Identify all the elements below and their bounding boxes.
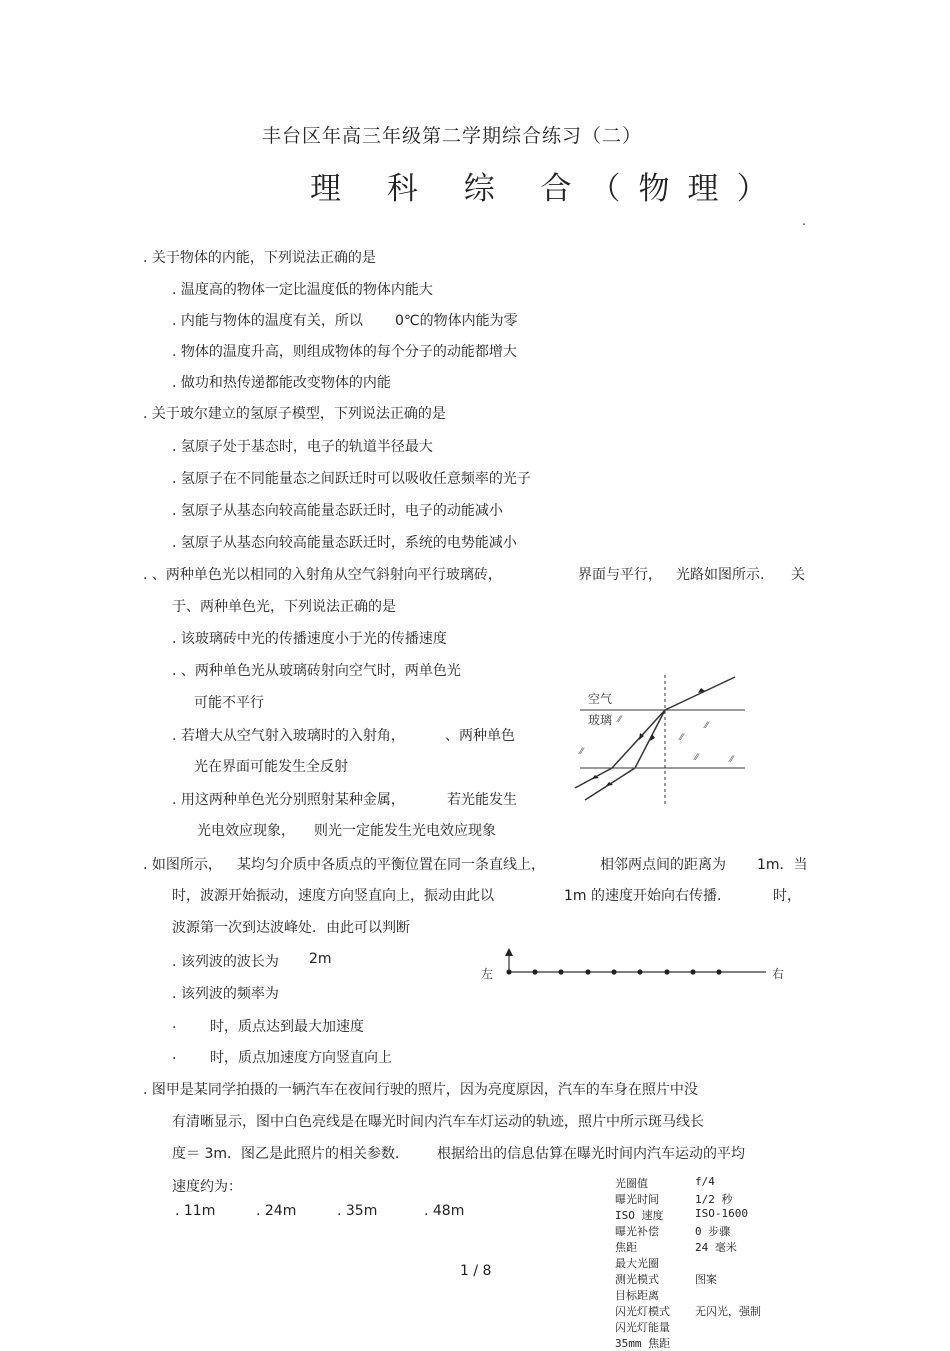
q4-option-a-part1: . 该列波的波长为 <box>172 954 279 970</box>
param-key: 焦距 <box>615 1241 637 1254</box>
param-key: 目标距离 <box>615 1289 659 1302</box>
param-value: f/4 <box>695 1175 715 1188</box>
q4-stem-part3: 相邻两点间的距离为 <box>600 857 726 873</box>
q1-option-b-part1: . 内能与物体的温度有关，所以 <box>172 313 363 329</box>
particle-point <box>585 969 590 974</box>
q3-stem-part4: 关 <box>791 567 805 583</box>
param-value: 图案 <box>695 1273 717 1286</box>
q4-option-a-part2: 2m <box>309 951 332 967</box>
q3-option-b-line2: 可能不平行 <box>194 695 264 711</box>
q2-option-d: . 氢原子从基态向较高能量态跃迁时，系统的电势能减小 <box>172 535 517 551</box>
param-key: 最大光圈 <box>615 1257 659 1270</box>
glass-label: 玻璃 <box>588 713 613 727</box>
q4-stem-part5: 时，波源开始振动，速度方向竖直向上，振动由此以 <box>172 888 494 904</box>
q5-option-b: . 24m <box>256 1203 297 1219</box>
param-key: 曝光补偿 <box>615 1225 659 1238</box>
q4-stem-part7: 时， <box>773 888 801 904</box>
particle-point <box>690 969 695 974</box>
q1-option-d: . 做功和热传递都能改变物体的内能 <box>172 375 391 391</box>
left-label: 左 <box>481 967 494 981</box>
q5-stem-line4: 速度约为： <box>172 1179 242 1195</box>
q3-option-d-part3: 光电效应现象， <box>197 823 295 839</box>
q5-option-c: . 35m <box>337 1203 378 1219</box>
glass-hatch: ⁄⁄ <box>580 747 584 757</box>
exam-title: 丰台区年高三年级第二学期综合练习（二） <box>262 125 643 147</box>
q3-option-a: . 该玻璃砖中光的传播速度小于光的传播速度 <box>172 631 447 647</box>
particle-point <box>611 969 616 974</box>
q4-stem-part2: 某均匀介质中各质点的平衡位置在同一条直线上， <box>237 857 545 873</box>
glass-hatch: ⁄⁄ <box>705 721 709 731</box>
q3-option-c-part2: 、两种单色 <box>445 728 515 744</box>
particle-point <box>664 969 669 974</box>
q4-stem-part1: . 如图所示， <box>143 857 222 873</box>
q2-option-b: . 氢原子在不同能量态之间跃迁时可以吸收任意频率的光子 <box>172 471 531 487</box>
q2-stem: . 关于玻尔建立的氢原子模型，下列说法正确的是 <box>143 406 446 422</box>
q3-stem-part5: 于、两种单色光，下列说法正确的是 <box>172 599 396 615</box>
q4-stem-part8: 波源第一次到达波峰处．由此可以判断 <box>172 920 410 936</box>
q3-stem-part2: 界面与平行， <box>578 567 662 583</box>
emergent-ray <box>665 677 735 710</box>
q4-stem-part6: 1m 的速度开始向右传播． <box>564 888 731 904</box>
q1-stem: . 关于物体的内能，下列说法正确的是 <box>143 250 376 266</box>
glass-hatch: ⁄⁄ <box>618 715 622 725</box>
glass-hatch: ⁄⁄ <box>695 753 699 763</box>
q3-option-c-line2: 光在界面可能发生全反射 <box>194 759 348 775</box>
particle-point <box>532 969 537 974</box>
q4-option-c-part1: . <box>172 1016 177 1032</box>
q3-option-b-line1: . 、两种单色光从玻璃砖射向空气时，两单色光 <box>172 663 461 679</box>
wave-points-figure <box>478 945 788 985</box>
glass-hatch: ⁄⁄ <box>680 733 684 743</box>
param-key: 曝光时间 <box>615 1193 659 1206</box>
q5-stem-line1: . 图甲是某同学拍摄的一辆汽车在夜间行驶的照片，因为亮度原因，汽车的车身在照片中没 <box>143 1082 698 1098</box>
q2-option-a: . 氢原子处于基态时，电子的轨道半径最大 <box>172 439 433 455</box>
q4-option-d-part2: 时，质点加速度方向竖直向上 <box>210 1050 392 1066</box>
q2-option-c: . 氢原子从基态向较高能量态跃迁时，电子的动能减小 <box>172 503 503 519</box>
right-label: 右 <box>772 967 785 981</box>
q1-option-a: . 温度高的物体一定比温度低的物体内能大 <box>172 282 433 298</box>
param-value: 无闪光，强制 <box>695 1305 761 1318</box>
q5-stem-line3-part1: 度＝ 3m．图乙是此照片的相关参数． <box>172 1146 409 1162</box>
header-dot: . <box>802 214 806 228</box>
param-value: 1/2 秒 <box>695 1193 733 1206</box>
q4-stem-part4: 1m．当 <box>757 857 808 873</box>
q3-option-d-part2: 若光能发生 <box>447 792 517 808</box>
param-key: 光圈值 <box>615 1177 648 1190</box>
q3-option-d-part1: . 用这两种单色光分别照射某种金属， <box>172 792 405 808</box>
param-key: 35mm 焦距 <box>615 1337 671 1350</box>
q4-option-c-part2: 时，质点达到最大加速度 <box>210 1019 364 1035</box>
q3-stem-part3: 光路如图所示. <box>676 567 765 583</box>
param-value: 0 步骤 <box>695 1225 731 1238</box>
param-value: ISO-1600 <box>695 1207 748 1220</box>
q5-stem-line2: 有清晰显示，图中白色亮线是在曝光时间内汽车车灯运动的轨迹，照片中所示斑马线长 <box>172 1114 704 1130</box>
param-key: 闪光灯模式 <box>615 1305 670 1318</box>
q4-option-b: . 该列波的频率为 <box>172 986 279 1002</box>
subject-title: 理 科 综 合（物理） <box>310 171 786 207</box>
q1-option-b-part2: 0℃的物体内能为零 <box>395 313 518 329</box>
q5-option-a: . 11m <box>175 1203 216 1219</box>
q3-stem-part1: . 、两种单色光以相同的入射角从空气斜射向平行玻璃砖， <box>143 567 502 583</box>
glass-hatch: ⁄⁄ <box>730 755 734 765</box>
particle-point <box>506 969 511 974</box>
param-key: 测光模式 <box>615 1273 659 1286</box>
q3-option-d-part4: 则光一定能发生光电效应现象 <box>314 823 496 839</box>
q5-option-d: . 48m <box>424 1203 465 1219</box>
arrow-head <box>505 948 513 956</box>
param-key: ISO 速度 <box>615 1209 664 1222</box>
param-value: 24 毫米 <box>695 1241 737 1254</box>
particle-point <box>637 969 642 974</box>
param-key: 闪光灯能量 <box>615 1321 670 1334</box>
page-number: 1 / 8 <box>460 1263 492 1279</box>
q3-option-c-part1: . 若增大从空气射入玻璃时的入射角， <box>172 728 405 744</box>
particle-point <box>716 969 721 974</box>
q5-stem-line3-part2: 根据给出的信息估算在曝光时间内汽车运动的平均 <box>437 1146 745 1162</box>
q1-option-c: . 物体的温度升高，则组成物体的每个分子的动能都增大 <box>172 344 517 360</box>
refraction-figure <box>570 670 750 810</box>
air-label: 空气 <box>588 692 613 706</box>
particle-point <box>558 969 563 974</box>
q4-option-d-part1: . <box>172 1047 177 1063</box>
